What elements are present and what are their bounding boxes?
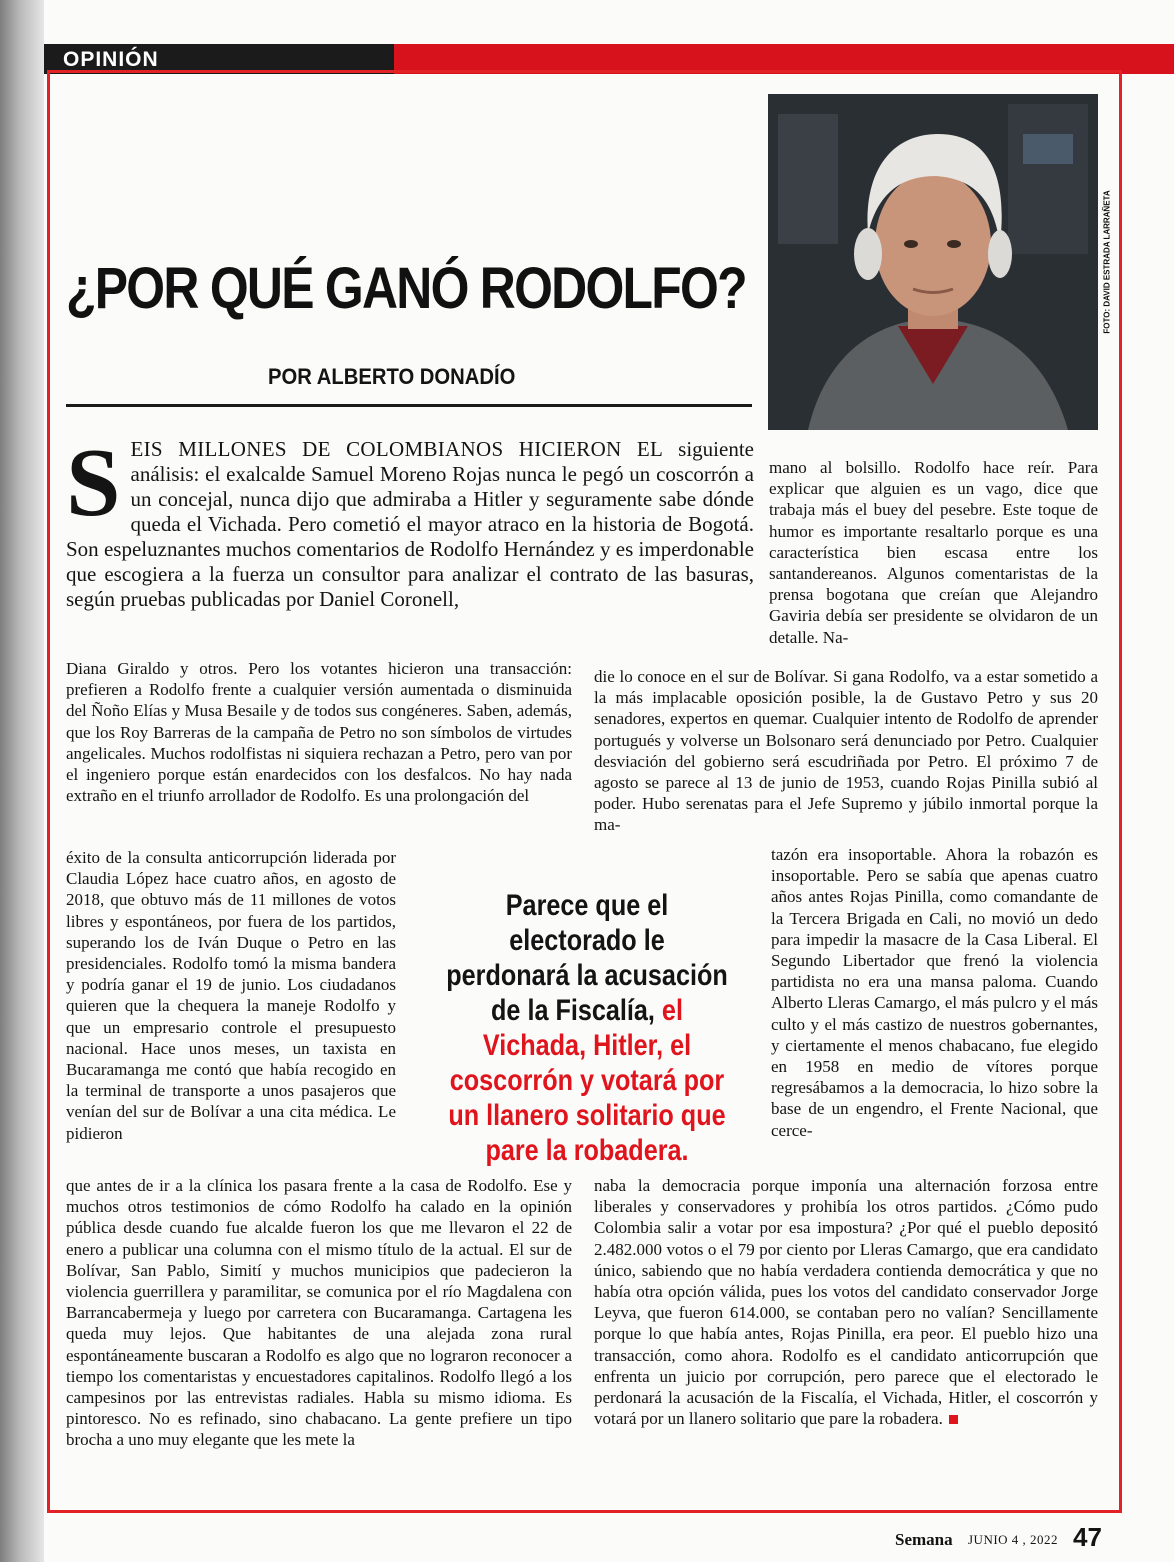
end-mark-icon xyxy=(949,1415,958,1424)
lead-text: siguiente análisis: el exalcalde Samuel Moreno Rojas nunca le pegó un coscorrón a un concejal, nunca dijo que admiraba a Hitler y seguramente sabe dónde queda el Vichada. Pero cometió el mayor atraco en la historia de Bogotá. Son espeluznantes muchos comentarios de Rodolfo Hernández y es imperdonable que escogiera a la fuerza un consultor para analizar el contrato de las basuras, según pruebas publicadas por Daniel Coronell, xyxy=(66,437,754,611)
article-headline: ¿POR QUÉ GANÓ RODOLFO? xyxy=(66,256,746,321)
section-label: OPINIÓN xyxy=(63,48,159,71)
lead-caps: EIS MILLONES DE COLOMBIANOS HICIERON EL xyxy=(130,437,664,461)
center-column-part-2: die lo conoce en el sur de Bolívar. Si gana Rodolfo, va a estar sometido a la más implacable oposición posible, la de Gustavo Petro y sus 20 senadores, expertos en quemar. Cualquier intento de Rodolfo de aprender portugués y volverse un Bolsonaro será denunciado por Petro. Cualquier desviación del gobierno será escudriñada por Petro. El próximo 7 de agosto se parece al 13 de junio de 1953, cuando Rojas Pinilla subió al poder. Hubo serenatas para el Jefe Supremo y júbilo inmortal porque la ma- xyxy=(594,667,1098,835)
pull-quote-red: el Vichada, Hitler, el coscorrón y votará por un llanero solitario que pare la robadera. xyxy=(448,994,726,1167)
left-column-part-2: éxito de la consulta anticorrupción liderada por Claudia López hace cuatro años, en agosto de 2018, que obtuvo más de 11 millones de votos libres y espontáneos, por fuera de los partidos, superando los de Iván Duque o Petro en las presidenciales. Rodolfo tomó la misma bandera y podría ganar el 19 de junio. Los ciudadanos quieren que la chequera la maneje Rodolfo y que un empresario controle el presupuesto nacional. Hace unos meses, un taxista en Bucaramanga me contó que había recogido en la terminal de transporte a unos pasajeros que venían del sur de Bolívar a una cita médica. Le pidieron xyxy=(66,848,396,1143)
magazine-brand: Semana xyxy=(895,1530,953,1549)
photo-credit xyxy=(1100,94,1114,430)
article-byline: POR ALBERTO DONADÍO xyxy=(268,364,516,389)
article-lead-paragraph xyxy=(66,429,754,612)
closing-paragraph: naba la democracia porque imponía una alternación forzosa entre liberales y conservadores y prohibía los otros partidos. ¿Cómo pudo Colombia salir a votar por esa impostura? ¿Por qué el pueblo depositó 2.482.000 votos o el 79 por ciento por Lleras Camargo, que era candidato único, sabiendo que no había verdadera contienda democrática y que no había otra opción válida, pues los votos del candidato conservador Jorge Leyva, que fueron 614.000, se contaban pero no valían? Sencillamente porque lo que había antes, Rojas Pinilla, era peor. El pueblo hizo una transacción, como ahora. Rodolfo es el candidato anticorrupción que enfrenta un juicio por corrupción, pero parece que el electorado le perdonará la acusación de la Fiscalía, el Vichada, Hitler, el coscorrón y votará por un llanero solitario que pare la robadera. xyxy=(594,1176,1098,1429)
right-column-part-4 xyxy=(594,1175,1098,1429)
drop-cap: S xyxy=(66,429,121,537)
magazine-spine-shadow xyxy=(0,0,44,1562)
left-column-part-3: que antes de ir a la clínica los pasara frente a la casa de Rodolfo. Ese y muchos otros testimonios de cómo Rodolfo ha calado en la opinión pública desde cuando fue alcalde fueron los que me llevaron el 22 de enero a publicar una columna con el mismo título de la actual. El sur de Bolívar, San Pablo, Simití y muchos municipios que padecieron la violencia guerrillera y paramilitar, se comunica por el río Magdalena con Barrancabermeja y luego por carretera con Bucaramanga. Cartagena les queda muy lejos. Que habitantes de una alejada zona rural espontáneamente buscaran a Rodolfo es algo que no lograron reconocer a tiempo los comentaristas y encuestadores capitalinos. Rodolfo llegó a los campesinos por las entrevistas radiales. Habla su mismo idioma. Es pintoresco. No es refinado, sino chabacano. La gente prefiere un tipo brocha a uno muy elegante que les mete la xyxy=(66,1176,572,1450)
pull-quote xyxy=(445,888,729,1168)
right-column-part-3: tazón era insoportable. Ahora la robazón es insoportable. Pero se sabía que apenas cuatro años antes Rojas Pinilla, como comandante de la Tercera Brigada en Cali, no movió un dedo para impedir la masacre de la Casa Liberal. El Segundo Libertador que frenó la violencia partidista no era una mansa paloma. Cuando Alberto Lleras Camargo, el más pulcro y el más culto y el más castizo de nuestros gobernantes, y ciertamente el menos chabacano, fue elegido en 1958 en medio de vítores porque regresábamos a la democracia, lo hizo sobre la base de un engendro, el Frente Nacional, que cerce- xyxy=(771,845,1098,1140)
photo-credit-text: FOTO: DAVID ESTRADA LARRAÑETA xyxy=(1102,190,1112,334)
issue-date: JUNIO 4 , 2022 xyxy=(968,1532,1059,1547)
portrait-illustration xyxy=(768,94,1098,430)
right-column-part-1: mano al bolsillo. Rodolfo hace reír. Para explicar que alguien es un vago, dice que trabaja más el buey del pesebre. Este toque de humor es importante resaltarlo porque es una característica bien escasa entre los santandereanos. Algunos comentaristas de la prensa bogotana que creían que Alejandro Gaviria debía ser presidente se olvidaron de un detalle. Na- xyxy=(769,458,1098,647)
page-number: 47 xyxy=(1073,1522,1102,1552)
columnist-portrait xyxy=(768,94,1098,430)
left-column-part-1: Diana Giraldo y otros. Pero los votantes hicieron una transacción: prefieren a Rodolfo frente a cualquier versión aumentada o disminuida del Ñoño Elías y Musa Besaile y de todos sus congéneres. Saben, además, que los Roy Barreras de la campaña de Petro no son símbolos de virtudes angelicales. Muchos rodolfistas ni siquiera rechazan a Petro, pero van por el ingeniero porque están enardecidos con los desfalcos. No hay nada extraño en el triunfo arrollador de Rodolfo. Es una prolongación del xyxy=(66,659,572,806)
pull-quote-black: Parece que el electorado le perdonará la acusación de la Fiscalía, xyxy=(446,889,728,1027)
headline-rule xyxy=(66,404,752,407)
